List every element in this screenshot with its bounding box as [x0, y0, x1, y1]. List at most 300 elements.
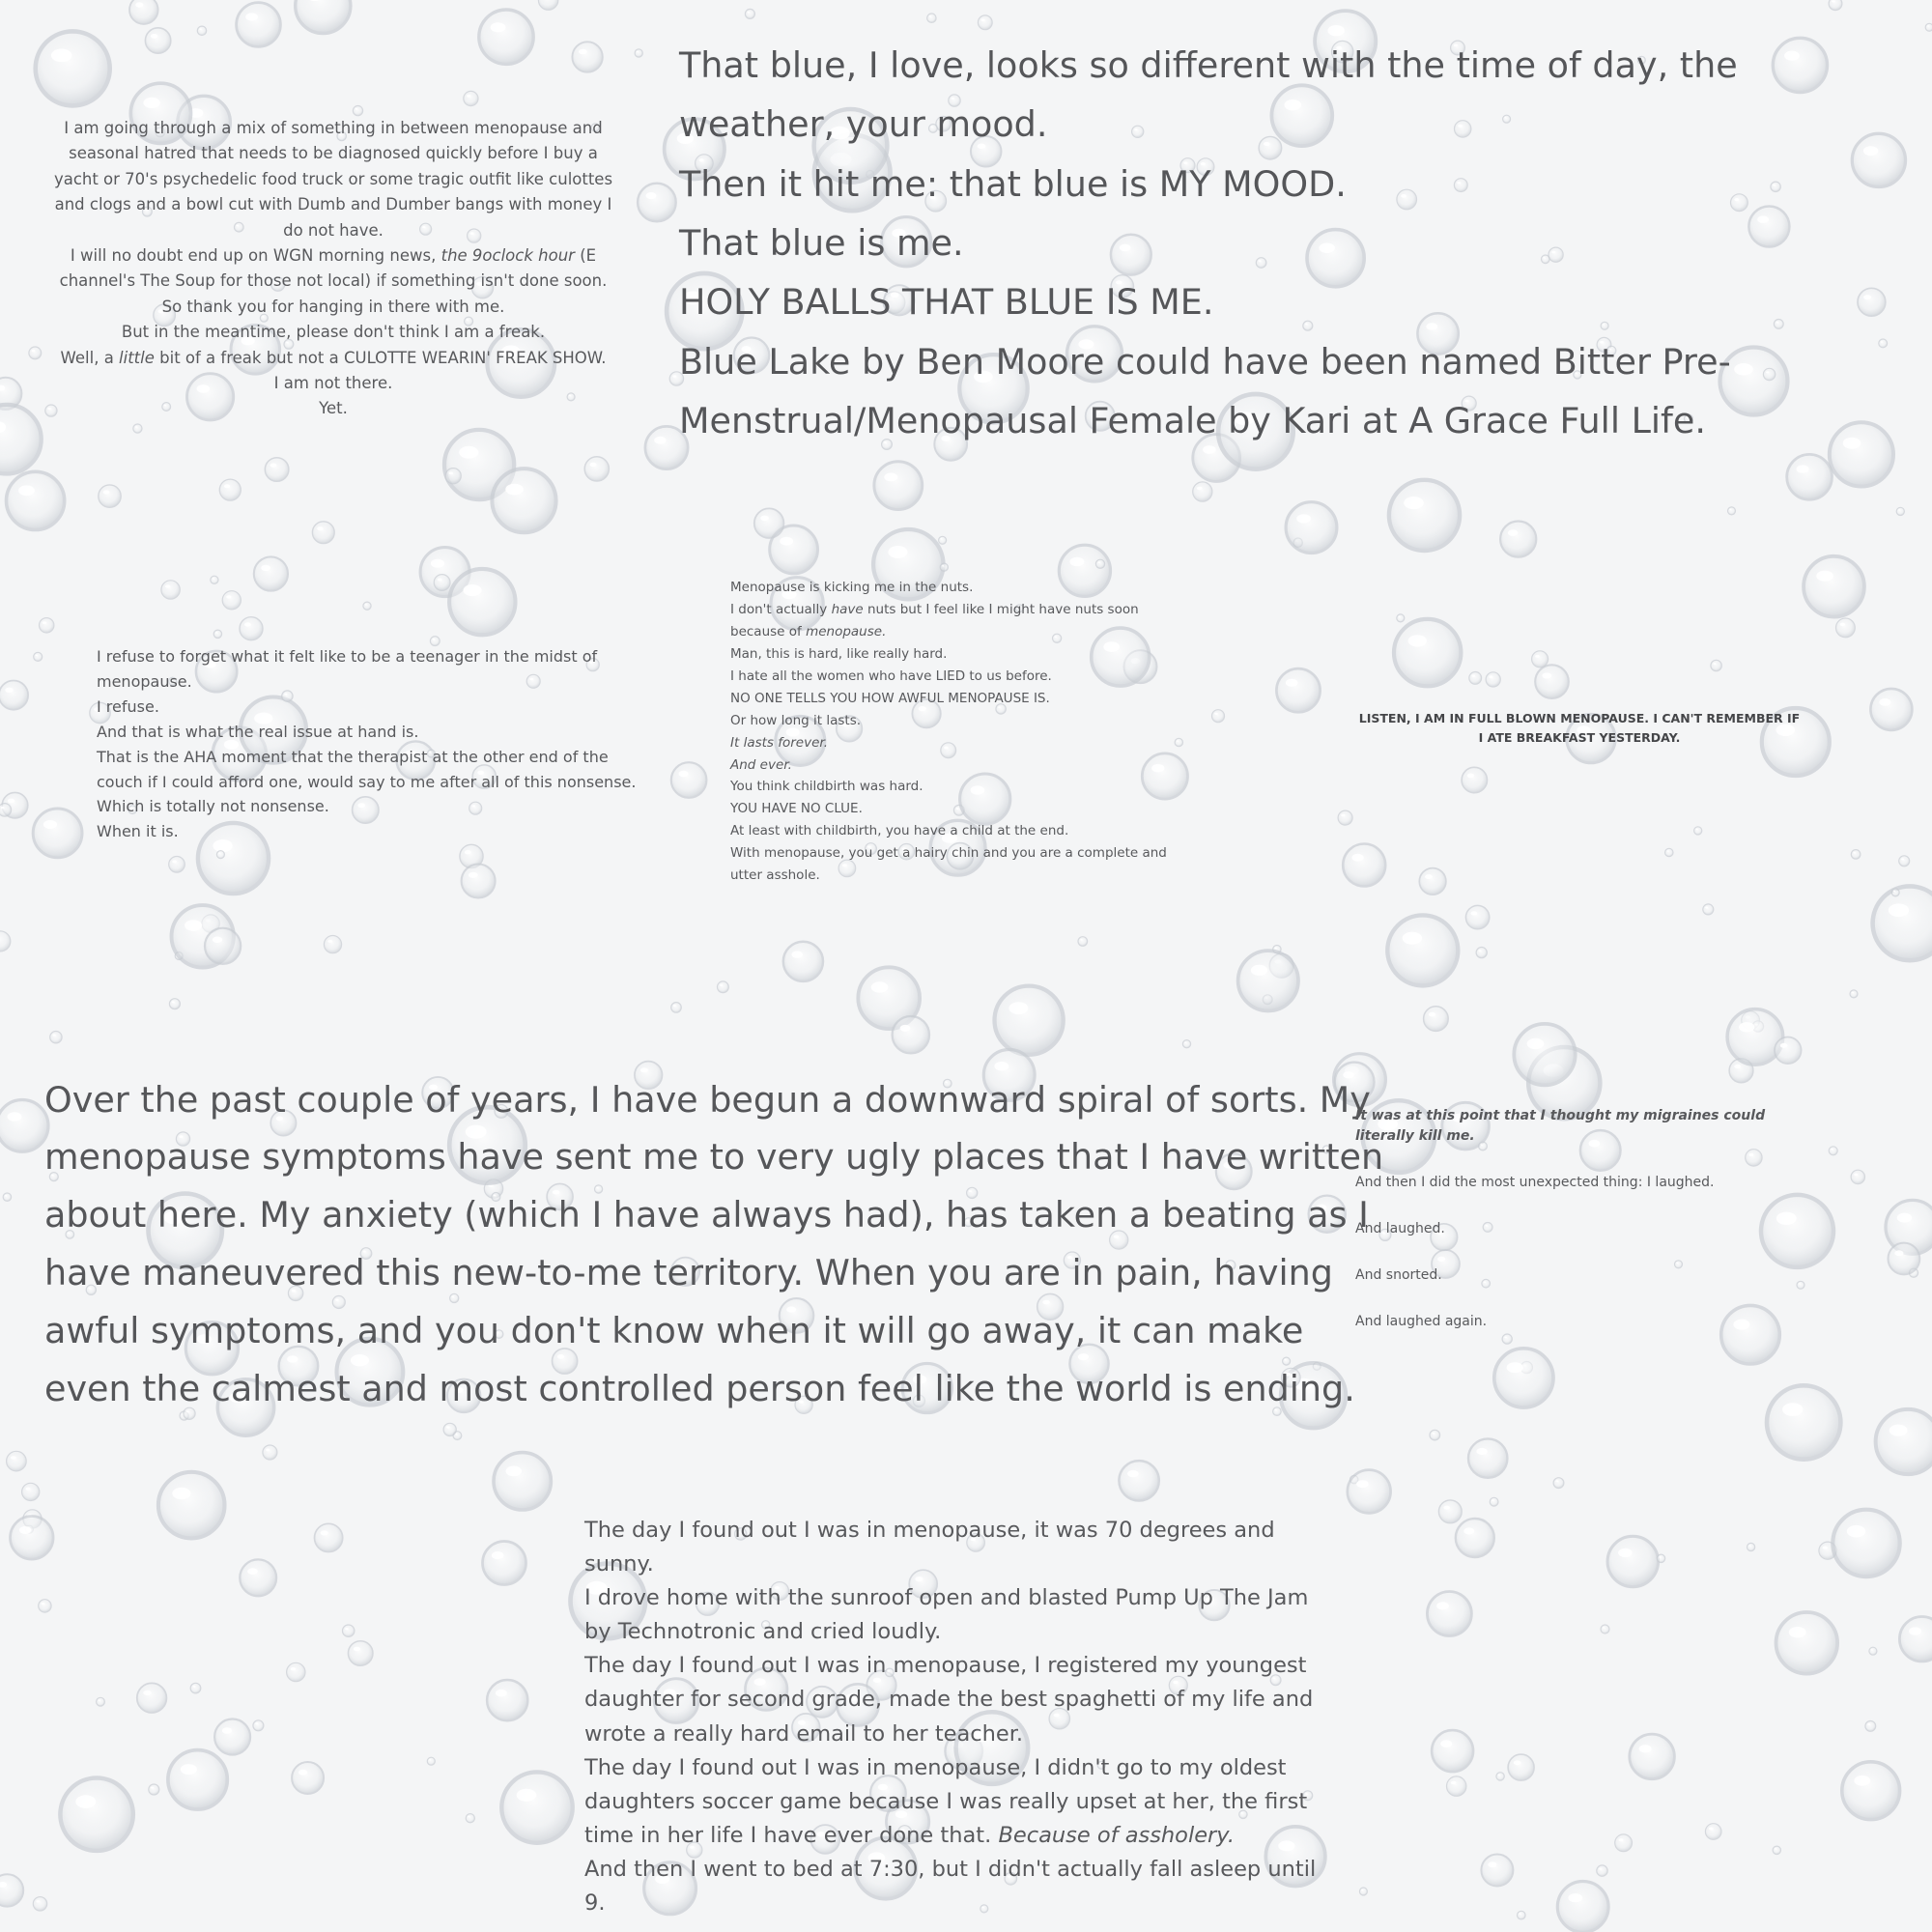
water-droplet	[254, 556, 288, 590]
droplet-highlight	[199, 28, 202, 30]
water-droplet	[287, 1662, 305, 1681]
water-droplet	[1387, 915, 1458, 985]
droplet-highlight	[1789, 1627, 1806, 1637]
water-droplet	[1747, 1543, 1755, 1550]
droplet-highlight	[327, 940, 332, 943]
droplet-highlight	[1659, 1556, 1661, 1558]
droplet-highlight	[1854, 1174, 1858, 1177]
droplet-highlight	[135, 426, 138, 428]
droplet-highlight	[244, 622, 251, 626]
droplet-highlight	[266, 1449, 270, 1452]
menopause-nuts-paragraph	[730, 577, 1194, 887]
text-line: Blue Lake by Ben Moore could have been named Bitter Pre-Menstrual/Menopausal Female by Kari at A Grace Full Life.	[679, 340, 1731, 441]
laughter-list	[1355, 1106, 1819, 1358]
droplet-highlight	[1840, 623, 1846, 627]
droplet-highlight	[1507, 1362, 1523, 1373]
water-droplet	[1500, 522, 1536, 557]
list-lead: It was at this point that I thought my migraines could literally kill me.	[1355, 1108, 1766, 1144]
droplet-highlight	[1535, 655, 1540, 658]
water-droplet	[874, 462, 923, 510]
water-droplet	[572, 42, 602, 71]
list-item: And snorted.	[1355, 1267, 1442, 1283]
water-droplet	[211, 576, 218, 583]
water-droplet	[1787, 454, 1833, 499]
droplet-highlight	[143, 1690, 152, 1695]
water-droplet	[312, 522, 334, 544]
droplet-highlight	[1603, 1627, 1605, 1629]
droplet-highlight	[261, 565, 270, 571]
droplet-highlight	[1782, 1403, 1803, 1416]
water-droplet	[7, 1451, 27, 1471]
droplet-highlight	[365, 604, 367, 605]
water-droplet	[635, 49, 642, 57]
water-droplet	[133, 424, 142, 433]
water-droplet	[434, 575, 450, 591]
water-droplet	[1829, 0, 1842, 11]
droplet-highlight	[99, 1699, 100, 1701]
droplet-highlight	[1432, 1433, 1435, 1435]
text-line: I refuse.	[97, 696, 159, 716]
text-line: The day I found out I was in menopause, I registered my youngest daughter for second grade, made the best spaghetti of my life and wrote a really hard email to her teacher.	[584, 1653, 1314, 1747]
water-droplet	[443, 1423, 456, 1435]
day-i-found-out-paragraph	[584, 1514, 1338, 1920]
text-line: YOU HAVE NO CLUE.	[730, 801, 863, 817]
water-droplet	[33, 1897, 46, 1911]
water-droplet	[263, 1445, 277, 1460]
water-droplet	[449, 569, 515, 635]
droplet-highlight	[1296, 514, 1311, 523]
water-droplet	[1850, 990, 1858, 998]
droplet-highlight	[11, 1456, 16, 1460]
text-fragment: The day I found out I was in menopause, I didn't go to my oldest daughters soccer game because I was really upset at her, the first time in her life I have ever done that.	[584, 1754, 1308, 1848]
droplet-highlight	[185, 920, 202, 931]
water-droplet	[1711, 660, 1721, 670]
droplet-highlight	[464, 584, 482, 596]
droplet-highlight	[492, 1551, 504, 1559]
droplet-highlight	[75, 1795, 96, 1808]
water-droplet	[1597, 1865, 1607, 1876]
droplet-highlight	[720, 984, 723, 986]
droplet-highlight	[467, 95, 470, 98]
droplet-highlight	[42, 1603, 45, 1605]
water-droplet	[11, 1517, 54, 1560]
water-droplet	[783, 942, 823, 981]
droplet-highlight	[1847, 1525, 1865, 1538]
droplet-highlight	[1467, 774, 1474, 779]
droplet-highlight	[1898, 509, 1900, 510]
text-line: NO ONE TELLS YOU HOW AWFUL MENOPAUSE IS.	[730, 690, 1050, 706]
water-droplet	[1776, 1612, 1838, 1674]
water-droplet	[1869, 1647, 1877, 1655]
droplet-highlight	[1436, 1602, 1449, 1609]
droplet-highlight	[1854, 1776, 1870, 1786]
droplet-highlight	[1879, 698, 1890, 706]
water-droplet	[0, 681, 28, 710]
water-droplet	[978, 15, 992, 30]
droplet-highlight	[224, 484, 230, 488]
droplet-highlight	[506, 1466, 523, 1477]
droplet-highlight	[1852, 992, 1854, 993]
water-droplet	[1389, 480, 1460, 551]
droplet-highlight	[459, 446, 478, 459]
droplet-highlight	[354, 1647, 360, 1652]
water-droplet	[1193, 482, 1212, 501]
droplet-highlight	[1729, 509, 1731, 510]
droplet-highlight	[1555, 1480, 1558, 1482]
water-droplet	[353, 106, 362, 116]
water-droplet	[638, 184, 676, 222]
droplet-highlight	[1489, 675, 1492, 678]
water-droplet	[40, 618, 54, 633]
text-line: Menopause is kicking me in the nuts.	[730, 580, 974, 595]
droplet-highlight	[1069, 557, 1084, 567]
text-line: That is the AHA moment that the therapist at the other end of the couch if I could afford one, would say to me after all of this nonsense.	[97, 747, 637, 791]
droplet-highlight	[1356, 1480, 1369, 1488]
droplet-highlight	[1429, 1012, 1435, 1017]
droplet-highlight	[432, 639, 435, 640]
droplet-highlight	[429, 1759, 431, 1760]
droplet-highlight	[1709, 1828, 1714, 1831]
droplet-highlight	[143, 98, 159, 108]
droplet-highlight	[1009, 1002, 1028, 1014]
water-droplet	[584, 457, 609, 481]
droplet-highlight	[135, 2, 143, 7]
droplet-highlight	[496, 1690, 507, 1697]
droplet-highlight	[1327, 25, 1345, 36]
droplet-highlight	[1739, 1022, 1754, 1032]
water-droplet	[22, 1483, 40, 1500]
text-fragment: I don't actually	[730, 601, 832, 617]
italic-text: menopause.	[806, 623, 887, 639]
droplet-highlight	[637, 51, 639, 52]
water-droplet	[1481, 1855, 1513, 1887]
water-droplet	[754, 508, 784, 538]
text-line: I am going through a mix of something in between menopause and seasonal hatred that needs to be diagnosed quickly before I buy a yacht or 70's psychedelic food truck or some tragic outfit like culottes and clogs and a bowl cut with Dumb and Dumber bangs with money I do not have.	[53, 119, 613, 240]
water-droplet	[427, 1757, 435, 1765]
water-droplet	[1462, 767, 1487, 792]
droplet-highlight	[672, 375, 676, 378]
droplet-highlight	[1514, 1760, 1521, 1765]
water-droplet	[1773, 1846, 1780, 1854]
droplet-highlight	[298, 1770, 307, 1776]
water-droplet	[214, 1719, 250, 1755]
water-droplet	[494, 1453, 551, 1510]
water-droplet	[1896, 507, 1904, 515]
water-droplet	[0, 931, 11, 952]
droplet-highlight	[1831, 1149, 1833, 1151]
water-droplet	[1630, 1734, 1675, 1779]
water-droplet	[197, 26, 206, 35]
droplet-highlight	[36, 1900, 40, 1903]
droplet-highlight	[1440, 1740, 1452, 1747]
water-droplet	[1238, 951, 1298, 1010]
droplet-highlight	[748, 12, 751, 14]
water-droplet	[1518, 1911, 1526, 1919]
droplet-highlight	[1451, 1781, 1457, 1785]
water-droplet	[1430, 1430, 1440, 1440]
droplet-highlight	[942, 565, 944, 566]
droplet-highlight	[172, 1488, 190, 1499]
droplet-highlight	[1251, 965, 1267, 976]
droplet-highlight	[1097, 561, 1100, 563]
water-droplet	[538, 0, 557, 10]
droplet-highlight	[165, 584, 170, 587]
droplet-highlight	[929, 15, 932, 17]
water-droplet	[1438, 1500, 1462, 1523]
water-droplet	[324, 936, 341, 953]
droplet-highlight	[1080, 939, 1083, 941]
droplet-highlight	[446, 1426, 450, 1428]
droplet-highlight	[590, 463, 597, 468]
text-line	[46, 346, 620, 371]
water-droplet	[1394, 619, 1461, 686]
text-line: Yet.	[319, 399, 348, 418]
water-droplet	[3, 1193, 11, 1201]
droplet-highlight	[679, 771, 689, 778]
water-droplet	[99, 485, 121, 507]
water-droplet	[34, 652, 43, 661]
text-line: Over the past couple of years, I have begun a downward spiral of sorts. My menopause symptoms have sent me to very ugly places that I have written about here. My anxiety (which I have always had), has taken a beating as I have maneuvered this new-to-me territory. When you are in pain, having awful symptoms, and you don't know when it will go away, it can make even the calmest and most controlled person feel like the world is ending.	[44, 1078, 1384, 1409]
droplet-highlight	[1666, 850, 1668, 851]
droplet-highlight	[18, 485, 35, 496]
water-droplet	[36, 31, 110, 105]
water-droplet	[487, 1680, 527, 1720]
text-line	[46, 243, 620, 295]
droplet-highlight	[1127, 1470, 1139, 1477]
text-line: I am not there.	[273, 373, 393, 392]
water-droplet	[190, 1683, 201, 1693]
text-line: HOLY BALLS THAT BLUE IS ME.	[679, 281, 1214, 324]
droplet-highlight	[1927, 25, 1929, 26]
water-droplet	[1607, 1536, 1658, 1586]
water-droplet	[1767, 1385, 1840, 1459]
water-droplet	[940, 563, 948, 571]
water-droplet	[1889, 1243, 1920, 1275]
droplet-highlight	[255, 1722, 258, 1724]
water-droplet	[6, 471, 64, 529]
droplet-highlight	[172, 860, 177, 863]
water-droplet	[1427, 1592, 1471, 1636]
water-droplet	[462, 865, 496, 898]
water-droplet	[1490, 1497, 1498, 1506]
droplet-highlight	[888, 546, 907, 558]
droplet-highlight	[1871, 1649, 1873, 1650]
droplet-highlight	[1867, 1723, 1870, 1725]
droplet-highlight	[431, 559, 444, 568]
text-line: Man, this is hard, like really hard.	[730, 645, 948, 662]
text-line: And ever.	[730, 756, 792, 773]
droplet-highlight	[900, 1025, 911, 1032]
water-droplet	[39, 1600, 51, 1612]
water-droplet	[29, 347, 42, 359]
text-line: I drove home with the sunroof open and blasted Pump Up The Jam by Technotronic and cried loudly.	[584, 1585, 1309, 1645]
teenager-refusal-paragraph	[97, 644, 638, 844]
water-droplet	[1891, 889, 1899, 896]
droplet-highlight	[673, 1005, 676, 1007]
water-droplet	[1465, 905, 1489, 928]
water-droplet	[927, 14, 936, 22]
water-droplet	[1705, 1824, 1721, 1840]
droplet-highlight	[1823, 1547, 1828, 1549]
water-droplet	[1476, 948, 1487, 958]
droplet-highlight	[1443, 1506, 1450, 1510]
droplet-highlight	[1748, 1545, 1750, 1546]
droplet-highlight	[291, 1667, 296, 1670]
water-droplet	[348, 1641, 373, 1666]
droplet-highlight	[791, 951, 803, 957]
water-droplet	[1078, 937, 1088, 947]
droplet-highlight	[1897, 1213, 1913, 1223]
water-droplet	[1508, 1754, 1534, 1780]
list-item: And then I did the most unexpected thing: I laughed.	[1355, 1175, 1715, 1190]
water-droplet	[161, 581, 180, 599]
text-line: You think childbirth was hard.	[730, 779, 923, 795]
droplet-highlight	[51, 49, 72, 63]
water-droplet	[1829, 1147, 1837, 1155]
text-fragment: Well, a	[60, 348, 120, 367]
water-droplet	[1532, 651, 1548, 668]
water-droplet	[1925, 23, 1932, 31]
droplet-highlight	[1780, 1043, 1788, 1048]
water-droplet	[222, 591, 241, 610]
list-item: And laughed.	[1355, 1221, 1445, 1236]
water-droplet	[145, 28, 170, 53]
text-line	[730, 599, 1194, 643]
droplet-highlight	[491, 22, 506, 32]
droplet-highlight	[654, 437, 666, 444]
water-droplet	[1804, 556, 1864, 617]
water-droplet	[1397, 614, 1405, 622]
droplet-highlight	[1599, 1868, 1602, 1870]
italic-text: the 9oclock hour	[440, 245, 575, 265]
water-droplet	[1833, 1510, 1899, 1577]
water-droplet	[1876, 1409, 1932, 1474]
droplet-highlight	[517, 1789, 537, 1802]
water-droplet	[1432, 1730, 1473, 1772]
water-droplet	[0, 804, 12, 817]
water-droplet	[137, 1683, 167, 1713]
water-droplet	[1557, 1882, 1608, 1932]
water-droplet	[671, 1003, 682, 1013]
droplet-highlight	[321, 1530, 328, 1535]
droplet-highlight	[1893, 891, 1895, 892]
droplet-highlight	[1341, 814, 1345, 817]
water-droplet	[240, 1559, 276, 1596]
water-droplet	[237, 3, 281, 47]
water-droplet	[492, 469, 555, 532]
water-droplet	[1899, 856, 1910, 867]
droplet-highlight	[1832, 0, 1835, 2]
water-droplet	[1601, 1625, 1609, 1634]
water-droplet	[1836, 618, 1856, 638]
water-droplet	[1851, 850, 1861, 860]
droplet-highlight	[213, 578, 214, 579]
text-line: When it is.	[97, 822, 179, 841]
downward-spiral-clip	[44, 1036, 1384, 1409]
droplet-highlight	[981, 18, 985, 21]
droplet-highlight	[1542, 672, 1551, 678]
droplet-highlight	[1695, 829, 1697, 830]
water-droplet	[1728, 507, 1736, 515]
water-droplet	[33, 809, 82, 858]
water-droplet	[265, 458, 289, 482]
water-droplet	[1468, 1438, 1507, 1477]
droplet-highlight	[1894, 1250, 1903, 1256]
droplet-highlight	[646, 192, 657, 199]
text-line: That blue, I love, looks so different with the time of day, the weather, your mood.	[679, 44, 1738, 146]
water-droplet	[149, 1784, 159, 1795]
water-droplet	[1424, 1007, 1449, 1032]
italic-text: Because of assholery.	[998, 1822, 1236, 1848]
water-droplet	[1899, 1617, 1932, 1662]
droplet-highlight	[103, 490, 110, 494]
water-droplet	[1212, 710, 1225, 723]
droplet-highlight	[1351, 854, 1363, 862]
menopause-freak-paragraph	[46, 116, 620, 422]
droplet-highlight	[5, 1195, 7, 1197]
droplet-highlight	[468, 1816, 470, 1818]
water-droplet	[1119, 1461, 1158, 1500]
droplet-highlight	[181, 1764, 197, 1775]
text-fragment: nuts but I feel like I might have nuts soon because of	[730, 601, 1139, 639]
droplet-highlight	[1404, 497, 1424, 509]
water-droplet	[315, 1523, 343, 1551]
droplet-highlight	[1476, 1448, 1487, 1455]
droplet-highlight	[1361, 1889, 1363, 1890]
droplet-highlight	[151, 34, 157, 39]
water-droplet	[483, 1542, 526, 1585]
water-droplet	[1657, 1554, 1664, 1562]
water-droplet	[240, 617, 263, 640]
water-droplet	[1486, 672, 1500, 687]
droplet-highlight	[1463, 1527, 1474, 1534]
text-line	[584, 1751, 1338, 1853]
droplet-highlight	[192, 1686, 195, 1688]
droplet-highlight	[213, 937, 222, 944]
droplet-highlight	[1639, 1745, 1652, 1752]
water-droplet	[129, 0, 158, 24]
water-droplet	[1496, 1773, 1504, 1780]
droplet-highlight	[1274, 947, 1276, 949]
text-line: Then it hit me: that blue is MY MOOD.	[679, 162, 1347, 205]
water-droplet	[219, 479, 241, 500]
droplet-highlight	[1527, 1038, 1545, 1049]
droplet-highlight	[1403, 932, 1422, 945]
downward-spiral-paragraph	[44, 1071, 1397, 1418]
text-line: And then I went to bed at 7:30, but I didn't actually fall asleep until 9.	[584, 1856, 1317, 1917]
droplet-highlight	[43, 621, 46, 624]
droplet-highlight	[32, 350, 36, 352]
text-line: At least with childbirth, you have a child at the end.	[730, 823, 1069, 839]
water-droplet	[213, 630, 221, 638]
water-droplet	[1553, 1478, 1564, 1489]
droplet-highlight	[1909, 1627, 1921, 1634]
water-droplet	[1870, 689, 1912, 730]
water-droplet	[1694, 827, 1702, 835]
droplet-highlight	[1705, 907, 1708, 909]
water-droplet	[939, 536, 947, 544]
droplet-highlight	[465, 850, 471, 854]
droplet-highlight	[449, 471, 454, 474]
droplet-highlight	[1816, 571, 1833, 582]
water-droplet	[296, 0, 351, 34]
water-droplet	[718, 981, 729, 993]
droplet-highlight	[940, 538, 942, 539]
droplet-highlight	[1471, 911, 1478, 915]
droplet-highlight	[1713, 663, 1716, 665]
water-droplet	[253, 1720, 264, 1731]
water-droplet	[1338, 810, 1352, 825]
